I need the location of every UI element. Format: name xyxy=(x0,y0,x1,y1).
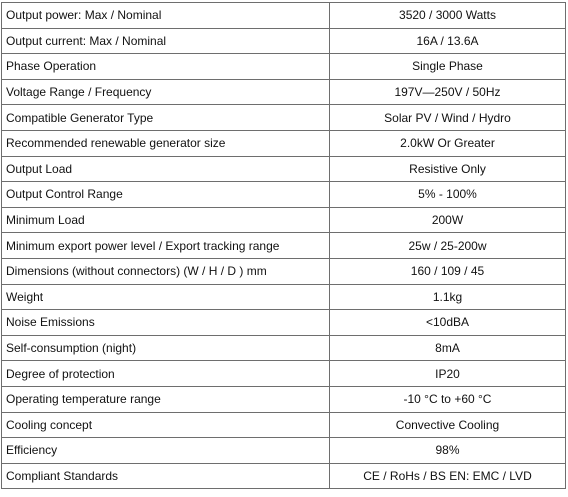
table-row xyxy=(2,463,566,489)
spec-value: IP20 xyxy=(330,361,566,387)
spec-table-body xyxy=(2,3,566,489)
spec-label: Output current: Max / Nominal xyxy=(2,28,330,54)
spec-label: Output Load xyxy=(2,156,330,182)
spec-value: 16A / 13.6A xyxy=(330,28,566,54)
spec-value: 98% xyxy=(330,438,566,464)
table-row xyxy=(2,310,566,336)
table-row xyxy=(2,79,566,105)
table-row xyxy=(2,105,566,131)
table-row xyxy=(2,156,566,182)
table-row xyxy=(2,182,566,208)
spec-label: Recommended renewable generator size xyxy=(2,130,330,156)
spec-label: Phase Operation xyxy=(2,54,330,80)
table-row xyxy=(2,233,566,259)
spec-value: 8mA xyxy=(330,335,566,361)
table-row xyxy=(2,130,566,156)
spec-label: Degree of protection xyxy=(2,361,330,387)
spec-label: Voltage Range / Frequency xyxy=(2,79,330,105)
table-row xyxy=(2,412,566,438)
spec-value: <10dBA xyxy=(330,310,566,336)
table-row xyxy=(2,361,566,387)
spec-label: Minimum export power level / Export tracking range xyxy=(2,233,330,259)
spec-label: Output power: Max / Nominal xyxy=(2,3,330,29)
table-row xyxy=(2,438,566,464)
spec-label: Dimensions (without connectors) (W / H / D ) mm xyxy=(2,258,330,284)
spec-value: Single Phase xyxy=(330,54,566,80)
table-row xyxy=(2,3,566,29)
table-row xyxy=(2,258,566,284)
spec-value: 200W xyxy=(330,207,566,233)
spec-label: Operating temperature range xyxy=(2,386,330,412)
spec-value: Resistive Only xyxy=(330,156,566,182)
table-row xyxy=(2,335,566,361)
spec-value: 160 / 109 / 45 xyxy=(330,258,566,284)
table-row xyxy=(2,28,566,54)
spec-value: 5% - 100% xyxy=(330,182,566,208)
spec-label: Output Control Range xyxy=(2,182,330,208)
spec-value: 1.1kg xyxy=(330,284,566,310)
spec-label: Cooling concept xyxy=(2,412,330,438)
spec-value: Convective Cooling xyxy=(330,412,566,438)
spec-label: Self-consumption (night) xyxy=(2,335,330,361)
table-row xyxy=(2,386,566,412)
spec-value: 2.0kW Or Greater xyxy=(330,130,566,156)
spec-value: Solar PV / Wind / Hydro xyxy=(330,105,566,131)
spec-label: Compliant Standards xyxy=(2,463,330,489)
spec-label: Compatible Generator Type xyxy=(2,105,330,131)
spec-label: Noise Emissions xyxy=(2,310,330,336)
spec-value: 3520 / 3000 Watts xyxy=(330,3,566,29)
spec-value: -10 °C to +60 °C xyxy=(330,386,566,412)
spec-label: Weight xyxy=(2,284,330,310)
spec-label: Minimum Load xyxy=(2,207,330,233)
table-row xyxy=(2,207,566,233)
spec-label: Efficiency xyxy=(2,438,330,464)
spec-value: CE / RoHs / BS EN: EMC / LVD xyxy=(330,463,566,489)
spec-table xyxy=(1,2,566,489)
table-row xyxy=(2,284,566,310)
spec-value: 25w / 25-200w xyxy=(330,233,566,259)
spec-value: 197V—250V / 50Hz xyxy=(330,79,566,105)
table-row xyxy=(2,54,566,80)
